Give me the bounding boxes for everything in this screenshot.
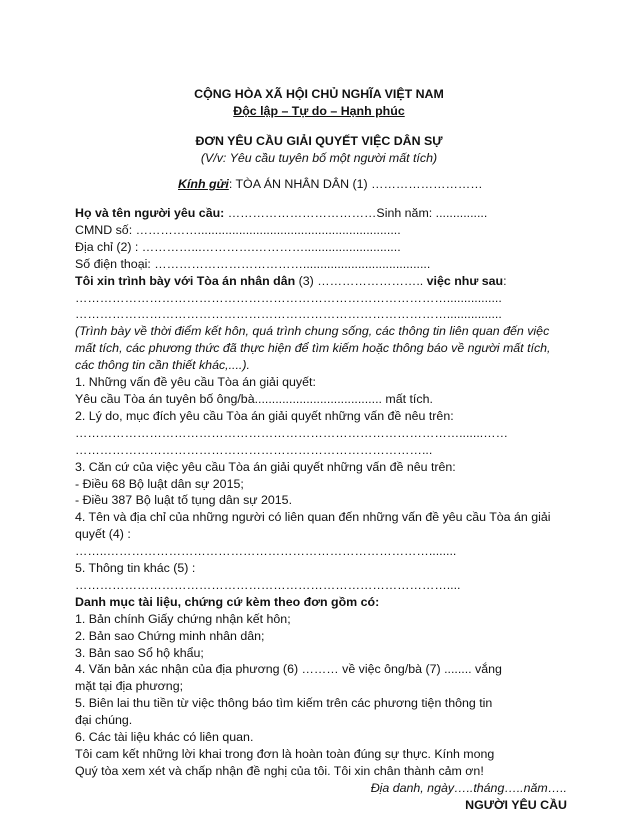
request-note-3: các thông tin cần thiết khác,....).: [75, 358, 250, 373]
attachment-4-line-1: 4. Văn bản xác nhận của địa phương (6) ……… về việc ông/bà (7) ........ vắng: [75, 662, 502, 677]
request-item-4-line-1: 4. Tên và địa chỉ của những người có liên quan đến những vấn đề yêu cầu Tòa án giải: [75, 510, 551, 525]
attachment-1: 1. Bản chính Giấy chứng nhận kết hôn;: [75, 611, 291, 626]
request-item-5-dots: ………………………………………………………………………………....: [75, 577, 461, 592]
applicant-name-label: Họ và tên người yêu cầu:: [75, 206, 225, 220]
request-intro-b: (3) ……………………..: [295, 273, 427, 288]
attachment-4-line-2: mặt tại địa phương;: [75, 679, 184, 694]
request-item-2-dots-2: …………………………………………………………………………...: [75, 442, 433, 457]
closing-line-2: Quý tòa xem xét và chấp nhận đề nghị của tôi. Tôi xin chân thành cảm ơn!: [75, 763, 484, 778]
closing-date: Địa danh, ngày…..tháng…..năm…..: [370, 780, 567, 795]
request-item-1-detail: Yêu cầu Tòa án tuyên bố ông/bà..................................... mất tích.: [75, 391, 433, 406]
attachment-2: 2. Bản sao Chứng minh nhân dân;: [75, 628, 265, 643]
request-note-2: mất tích, các phương thức đã thực hiện để tìm kiếm hoặc thông báo về người mất tích,: [75, 341, 551, 356]
applicant-id-line: CMND số: ……………...........................................................: [75, 222, 401, 237]
closing-line-1: Tôi cam kết những lời khai trong đơn là hoàn toàn đúng sự thực. Kính mong: [75, 747, 495, 761]
signer-title: NGƯỜI YÊU CẦU: [465, 797, 567, 812]
request-item-2: 2. Lý do, mục đích yêu cầu Tòa án giải quyết những vấn đề nêu trên:: [75, 408, 454, 423]
request-item-5: 5. Thông tin khác (5) :: [75, 561, 196, 576]
request-item-4-dots: ……..……………………………………………………………………........: [75, 544, 457, 559]
request-item-3: 3. Căn cứ của việc yêu cầu Tòa án giải quyết những vấn đề nêu trên:: [75, 459, 456, 474]
applicant-name-value: ………………………………Sinh năm: ...............: [224, 206, 488, 220]
request-intro: [75, 273, 567, 290]
attachment-6: 6. Các tài liệu khác có liên quan.: [75, 730, 254, 745]
national-heading: CỘNG HÒA XÃ HỘI CHỦ NGHĨA VIỆT NAM: [194, 87, 444, 101]
recipient-text: : TÒA ÁN NHÂN DÂN (1) ………………………: [228, 177, 483, 191]
request-item-1: 1. Những vấn đề yêu cầu Tòa án giải quyết:: [75, 375, 316, 390]
request-item-2-dots-1: ………………………………………………………………………………….......……: [75, 425, 508, 440]
recipient-label: Kính gửi: [178, 177, 229, 191]
request-intro-d: :: [503, 273, 507, 288]
recipient-line: [178, 176, 483, 193]
document-subject: (V/v: Yêu cầu tuyên bố một người mất tích): [200, 151, 438, 165]
request-note-1: (Trình bày về thời điểm kết hôn, quá trình chung sống, các thông tin liên quan đến việc: [75, 324, 550, 339]
attachments-heading: Danh mục tài liệu, chứng cứ kèm theo đơn gồm có:: [75, 594, 380, 609]
applicant-phone-line: Số điện thoại: ……………………………….....................................: [75, 256, 431, 271]
request-item-3-a: - Điều 68 Bộ luật dân sự 2015;: [75, 476, 244, 491]
request-item-4-line-2: quyết (4) :: [75, 527, 131, 542]
motto-line: [0, 103, 638, 120]
request-intro-c: việc như sau: [426, 273, 504, 288]
motto-text: Độc lập – Tự do – Hạnh phúc: [233, 104, 405, 118]
request-dots-1: ………………………………………………………………………………................: [75, 290, 502, 305]
applicant-address-line: Địa chỉ (2) : …………...………….…………............................: [75, 239, 401, 254]
request-intro-a: Tôi xin trình bày với Tòa án nhân dân: [75, 273, 296, 288]
attachment-5-line-1: 5. Biên lai thu tiền từ việc thông báo tìm kiếm trên các phương tiện thông tin: [75, 696, 493, 711]
request-item-3-b: - Điều 387 Bộ luật tố tụng dân sự 2015.: [75, 493, 293, 508]
applicant-name-line: [75, 205, 567, 222]
applicant-section: [75, 205, 567, 814]
document-title: ĐƠN YÊU CẦU GIẢI QUYẾT VIỆC DÂN SỰ: [195, 134, 443, 148]
request-dots-2: ………………………………………………………………………………................: [75, 307, 502, 322]
attachment-3: 3. Bản sao Sổ hộ khẩu;: [75, 645, 204, 660]
attachment-5-line-2: đại chúng.: [75, 713, 133, 728]
